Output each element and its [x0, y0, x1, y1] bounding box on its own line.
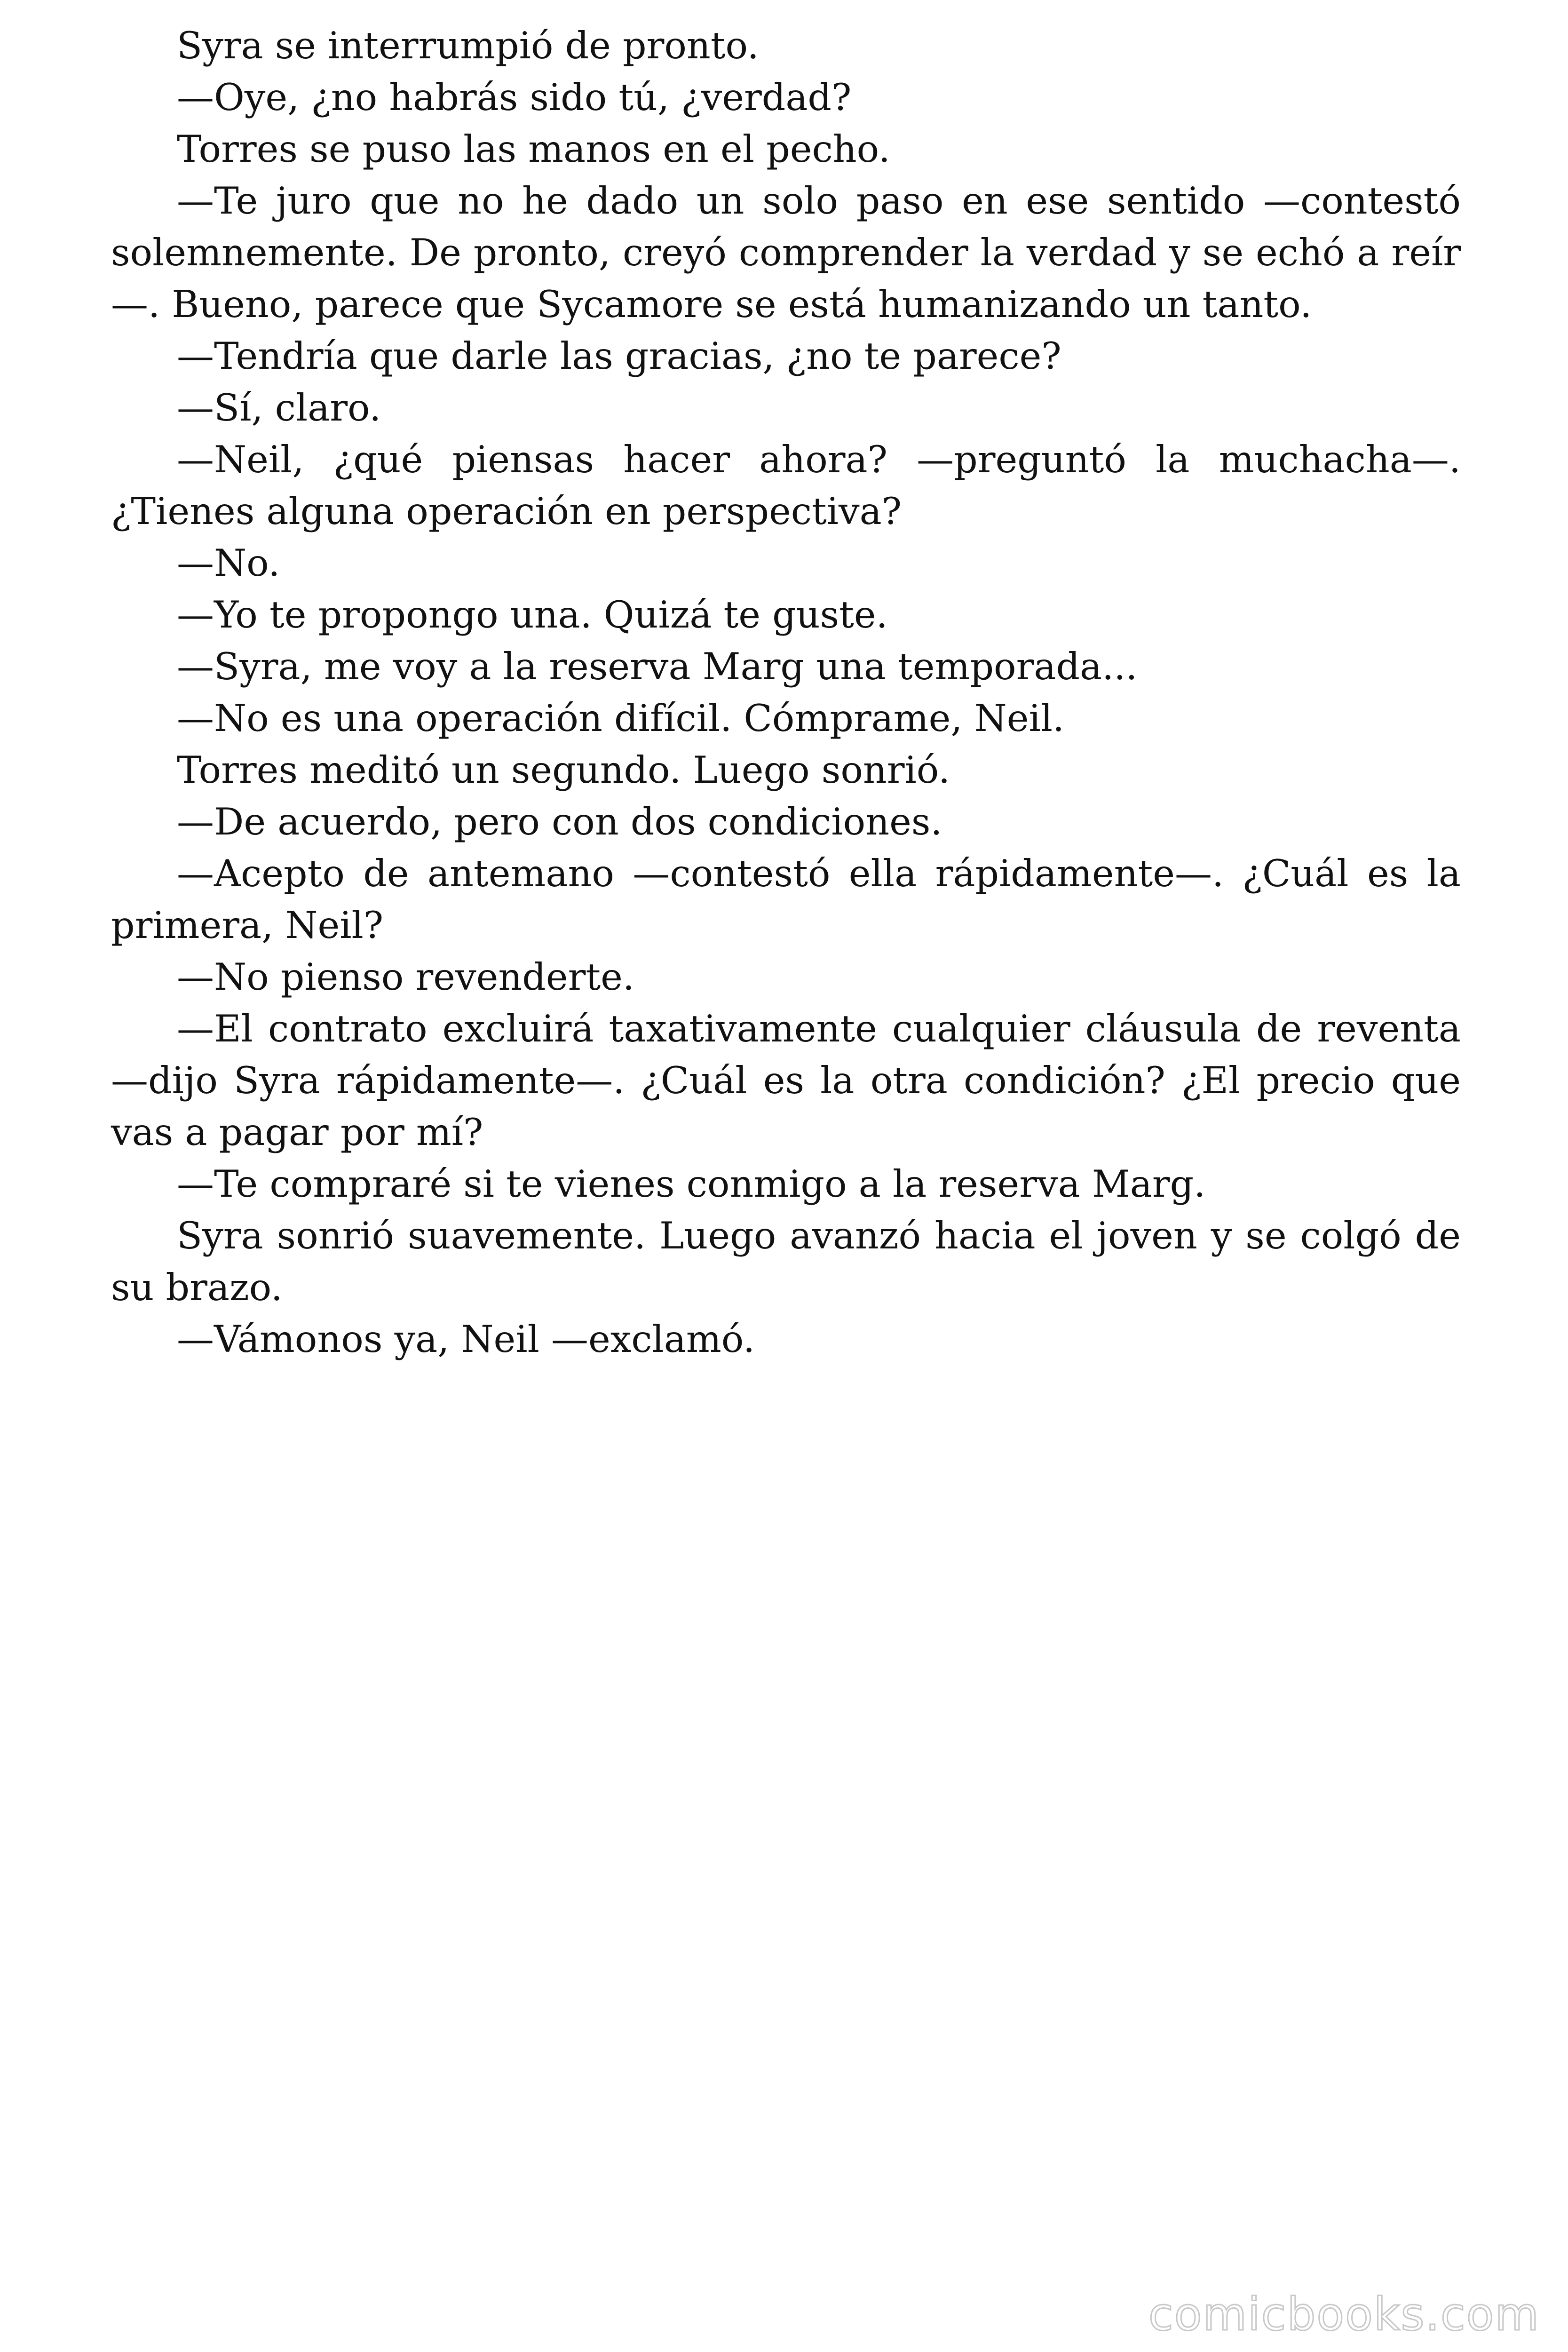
paragraph: —Acepto de antemano —contestó ella rápidamente—. ¿Cuál es la primera, Neil?	[111, 852, 1461, 947]
paragraph: —Syra, me voy a la reserva Marg una temporada...	[177, 645, 1138, 688]
paragraph: —Vámonos ya, Neil —exclamó.	[177, 1318, 755, 1361]
paragraph: —Yo te propongo una. Quizá te guste.	[177, 593, 888, 636]
paragraph: —Oye, ¿no habrás sido tú, ¿verdad?	[177, 76, 852, 119]
paragraph: Syra se interrumpió de pronto.	[177, 24, 759, 67]
paragraph: —Te juro que no he dado un solo paso en ese sentido —contestó solemnemente. De pronto, creyó comprender la verdad y se echó a reír—. Bueno, parece que Sycamore se está humanizando un tanto.	[111, 179, 1461, 326]
paragraph: —Sí, claro.	[177, 386, 381, 429]
body-text	[111, 20, 1461, 1365]
paragraph: Torres meditó un segundo. Luego sonrió.	[177, 748, 950, 792]
paragraph: —Tendría que darle las gracias, ¿no te parece?	[177, 334, 1061, 378]
watermark: comicbooks.com	[1148, 2288, 1540, 2341]
paragraph: —No.	[177, 541, 280, 585]
paragraph: —No es una operación difícil. Cómprame, Neil.	[177, 697, 1065, 740]
paragraph: —De acuerdo, pero con dos condiciones.	[177, 800, 942, 843]
paragraph: —No pienso revenderte.	[177, 955, 634, 999]
paragraph: Syra sonrió suavemente. Luego avanzó hacia el joven y se colgó de su brazo.	[111, 1214, 1461, 1309]
paragraph: —Neil, ¿qué piensas hacer ahora? —preguntó la muchacha—. ¿Tienes alguna operación en perspectiva?	[111, 438, 1461, 533]
paragraph: —Te compraré si te vienes conmigo a la reserva Marg.	[177, 1162, 1206, 1206]
paragraph: —El contrato excluirá taxativamente cualquier cláusula de reventa —dijo Syra rápidamente—. ¿Cuál es la otra condición? ¿El precio que vas a pagar por mí?	[111, 1007, 1461, 1154]
paragraph: Torres se puso las manos en el pecho.	[177, 127, 890, 171]
